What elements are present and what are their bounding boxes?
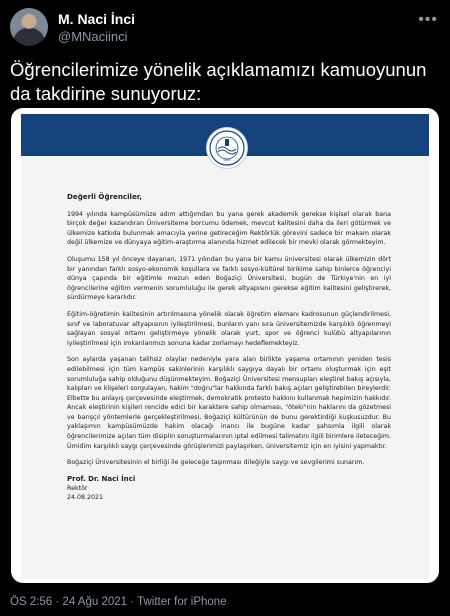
avatar[interactable] bbox=[10, 8, 48, 46]
tweet-time[interactable]: ÖS 2:56 bbox=[10, 596, 53, 608]
letter-salutation: Değerli Öğrenciler, bbox=[67, 192, 142, 201]
letter-paragraph: Eğitim-öğretimin kalitesinin artırılmasına yönelik olarak öğretim elemanı kadrosunun güçlendirilmesi, sınıf ve laboratuvar altyapısının iyileştirilmesi, bunların yanı sıra üniversitemizde karşılıklı öğrenmeyi sağlayan sosyal ortamı geliştirmeye yönelik olarak yurt, spor ve öğrenci kulübü altyapılarının iyileştirilmesi için imkanlarımızı sonuna kadar zorlamayı hedeflemekteyiz. bbox=[67, 310, 391, 347]
letter-body bbox=[67, 192, 391, 502]
tweet-text: Öğrencilerimize yönelik açıklamamızı kamuoyunun da takdirine sunuyoruz: bbox=[10, 59, 427, 104]
signature-block bbox=[67, 475, 391, 503]
letter-page bbox=[21, 114, 429, 579]
author-handle[interactable]: @MNaciinci bbox=[58, 29, 128, 44]
letter-paragraph: Oluşumu 158 yıl önceye dayanan, 1971 yılından bu yana bir kamu üniversitesi olarak ülkemizin dört bir yanından farklı sosyo-ekonomik koşullara ve farklı sosyo-kültürel birikime sahip binlerce öğrenciyi dünya çapında bir eğitimle mezun eden Boğaziçi Üniversitesi, bugün de Türkiye'nin en iyi öğrencilerine eğitim vermenin sorumluluğu ile gerek altyapısını gerekse eğitim kalitesini geliştirerek, sürdürmeye kararlıdır. bbox=[67, 255, 391, 302]
letter-paragraph: Boğaziçi Üniversitesinin el birliği ile geleceğe taşınması dileğiyle saygı ve sevgilerimi sunarım. bbox=[67, 459, 365, 467]
more-dots-icon[interactable]: ••• bbox=[418, 11, 438, 28]
tweet-header bbox=[10, 8, 440, 48]
tweet-source[interactable]: Twitter for iPhone bbox=[137, 596, 227, 608]
svg-text:1863: 1863 bbox=[223, 158, 231, 162]
letter-paragraph: 1994 yılında kampüsümüze adım attığımdan bu yana gerek akademik gerekse kişisel olarak bana birçok değer kazandıran Üniversiteme borcumu ödemek, mevcut kalitesini daha da ileri götürmek ve ülkemize katkıda bulunmak amacıyla yerine getireceğim Rektörlük görevini sadece bir makam olarak değil ülkemize ve dünyaya eğitim-araştırma alanında hizmet edilecek bir mevki olarak görmekteyim. bbox=[67, 210, 391, 247]
signature-name: Prof. Dr. Naci İnci bbox=[67, 474, 136, 483]
meta-separator: · bbox=[55, 596, 60, 608]
tweet-meta bbox=[10, 596, 227, 608]
signature-date: 24.08.2021 bbox=[67, 494, 104, 502]
signature-title: Rektör bbox=[67, 485, 88, 493]
author-name[interactable]: M. Naci İnci bbox=[58, 11, 136, 27]
letter-paragraph: Son aylarda yaşanan talihsiz olaylar nedeniyle yara alan birlikte yaşama ortamının yeniden tesis edilebilmesi için tüm kampüs sakinlerinin karşılıklı saygıya dayalı bir ortamı oluşturmak için eşit sorumluluğa sahip olduğunu düşünmekteyim. Boğaziçi Üniversitesi mensupları eleştirel bakış açısıyla, kalıpları ve klişeleri sorgulayan, hakim "doğru"lar hakkında farklı bakış açıları geliştirebilen bireylerdir. Elbette bu anlayış çerçevesinde eleştirmek, demokratik protesto hakkını kullanmak hepimizin hakkıdır. Ancak eleştirinin kişileri rencide edici bir karaktere sahip olmaması, "öteki"nin haklarını da gözetmesi ve barışçıl yöntemlerle gerçekleştirilmesi, Boğaziçi kültürünün de bunu gerektirdiği kuşkusuzdur. Bu yaklaşımın kampüsümüzde hakim olacağı inancı ile bugüne kadar şahsımla ilgili olarak öğrencilerimize açılan tüm disiplin soruşturmalarının iptal edilmesi talimatını ilgili birimlere ileteceğim. Ümidim karşılıklı saygı çerçevesinde görüşlerimizi paylaşırken, üniversitemiz için en iyisini yapmaktır. bbox=[67, 356, 391, 450]
attached-image[interactable] bbox=[11, 108, 439, 583]
meta-separator: · bbox=[130, 596, 135, 608]
university-seal-icon bbox=[206, 127, 248, 169]
tweet-date[interactable]: 24 Ağu 2021 bbox=[62, 596, 128, 608]
